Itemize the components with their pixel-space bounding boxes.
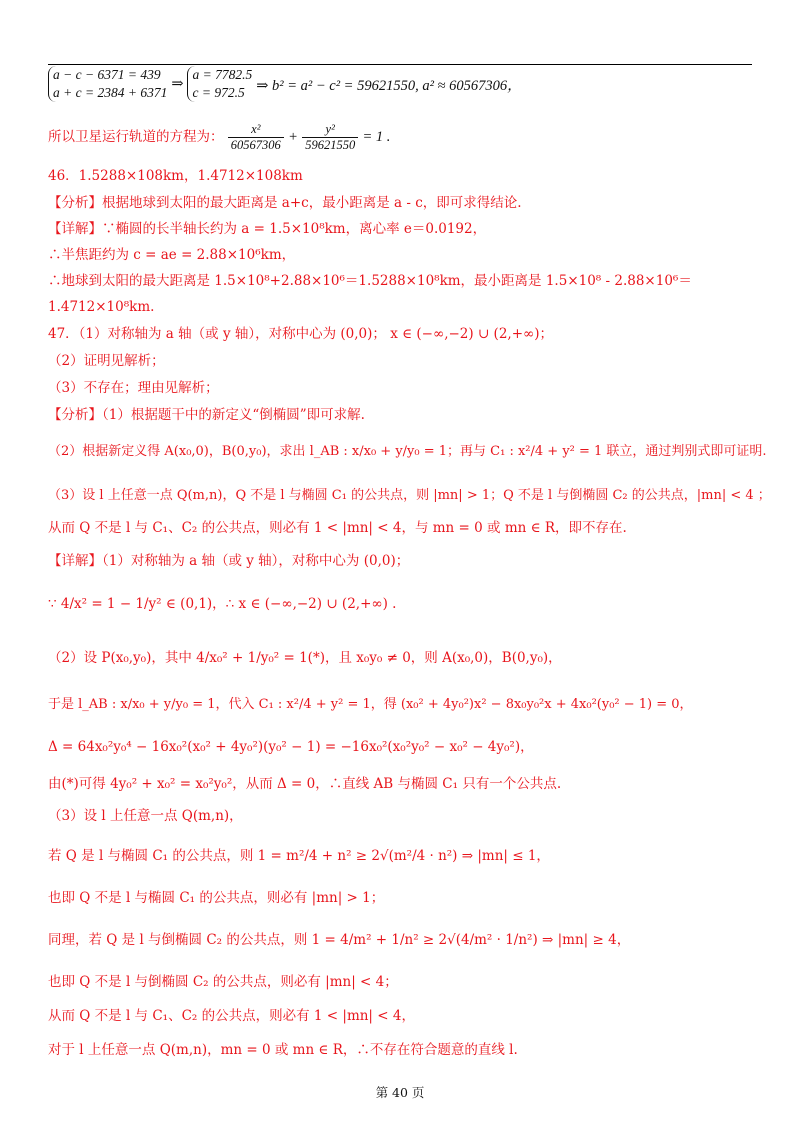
orbit-fraction-x-num: x² (228, 122, 284, 138)
q47-answer-2: （2）证明见解析； (48, 353, 165, 369)
q47-answer-1: 47．（1）对称轴为 a 轴（或 y 轴），对称中心为 (0,0)； x ∈ (−∞,−2) ∪ (2,+∞)； (48, 326, 554, 342)
q47-detail-4: 于是 l_AB : x/x₀ + y/y₀ = 1，代入 C₁ : x²/4 + y² = 1，得 (x₀² + 4y₀²)x² − 8x₀y₀²x + 4x₀²(y₀² − 1) = 0， (48, 697, 693, 712)
implies-arrow: ⇒ (171, 75, 184, 92)
q47-detail-2: ∵ 4/x² = 1 − 1/y² ∈ (0,1)，∴ x ∈ (−∞,−2) ∪ (2,+∞) . (48, 596, 397, 612)
q47-analysis-4: 从而 Q 不是 l 与 C₁、C₂ 的公共点，则必有 1 < |mn| < 4，与 mn = 0 或 mn ∈ R，即不存在. (48, 520, 627, 536)
q47-detail-11: 也即 Q 不是 l 与倒椭圆 C₂ 的公共点，则必有 |mn| < 4； (48, 974, 398, 990)
orbit-fraction-y-den: 59621550 (305, 138, 356, 152)
top-rule (48, 64, 752, 65)
system-right (187, 66, 252, 102)
q47-detail-5: Δ = 64x₀²y₀⁴ − 16x₀²(x₀² + 4y₀²)(y₀² − 1) = −16x₀²(x₀²y₀² − x₀² − 4y₀²)， (48, 739, 534, 755)
q47-detail-3: （2）设 P(x₀,y₀)，其中 4/x₀² + 1/y₀² = 1(*)，且 x₀y₀ ≠ 0，则 A(x₀,0)，B(0,y₀)， (48, 650, 562, 666)
q46-detail-1: 【详解】∵椭圆的长半轴长约为 a = 1.5×10⁸km，离心率 e＝0.0192， (48, 221, 487, 237)
system-right-line-1: a = 7782.5 (192, 67, 253, 82)
q47-detail-10: 同理，若 Q 是 l 与倒椭圆 C₂ 的公共点，则 1 = 4/m² + 1/n² ≥ 2√(4/m² · 1/n²) ⇒ |mn| ≥ 4， (48, 932, 631, 948)
system-left-line-1: a − c − 6371 = 439 (53, 67, 161, 82)
orbit-equation-line (48, 120, 758, 154)
orbit-plus: + (288, 129, 298, 145)
equation-system (48, 66, 522, 102)
orbit-fraction-x-den: 60567306 (230, 138, 281, 152)
system-right-line-2: c = 972.5 (192, 85, 245, 100)
q46-detail-3: ∴地球到太阳的最大距离是 1.5×10⁸+2.88×10⁶＝1.5288×10⁸km，最小距离是 1.5×10⁸ - 2.88×10⁶＝ (48, 273, 692, 289)
page-number: 第 40 页 (375, 1085, 425, 1100)
system-result: ⇒ b² = a² − c² = 59621550, a² ≈ 60567306， (256, 77, 522, 94)
q47-detail-7: （3）设 l 上任意一点 Q(m,n)， (48, 808, 243, 824)
q46-answer: 46．1.5288×108km，1.4712×108km (48, 168, 303, 184)
q47-detail-9: 也即 Q 不是 l 与椭圆 C₁ 的公共点，则必有 |mn| > 1； (48, 890, 385, 906)
orbit-fraction-x (228, 122, 284, 153)
q47-analysis-3: （3）设 l 上任意一点 Q(m,n)，Q 不是 l 与椭圆 C₁ 的公共点，则 |mn| > 1；Q 不是 l 与倒椭圆 C₂ 的公共点，|mn| < 4 ； (48, 488, 771, 503)
q46-analysis: 【分析】根据地球到太阳的最大距离是 a+c，最小距离是 a - c，即可求得结论. (48, 195, 522, 211)
q47-answer-3: （3）不存在；理由见解析； (48, 380, 219, 396)
q46-detail-4: 1.4712×10⁸km. (48, 299, 155, 315)
q47-analysis-2: （2）根据新定义得 A(x₀,0)，B(0,y₀)，求出 l_AB : x/x₀ + y/y₀ = 1；再与 C₁ : x²/4 + y² = 1 联立，通过判别式即可证明. (48, 444, 767, 459)
q47-detail-13: 对于 l 上任意一点 Q(m,n)，mn = 0 或 mn ∈ R，∴不存在符合题意的直线 l. (48, 1042, 518, 1058)
q47-detail-1: 【详解】（1）对称轴为 a 轴（或 y 轴），对称中心为 (0,0)； (48, 553, 410, 569)
q47-detail-8: 若 Q 是 l 与椭圆 C₁ 的公共点，则 1 = m²/4 + n² ≥ 2√(m²/4 · n²) ⇒ |mn| ≤ 1， (48, 848, 550, 864)
q46-detail-2: ∴半焦距约为 c = ae = 2.88×10⁶km， (48, 247, 296, 263)
system-left-line-2: a + c = 2384 + 6371 (53, 85, 168, 100)
system-left (48, 66, 167, 102)
q47-detail-6: 由(*)可得 4y₀² + x₀² = x₀²y₀²，从而 Δ = 0，∴直线 AB 与椭圆 C₁ 只有一个公共点. (48, 776, 562, 792)
q47-detail-12: 从而 Q 不是 l 与 C₁、C₂ 的公共点，则必有 1 < |mn| < 4， (48, 1008, 415, 1024)
orbit-equation-text: 所以卫星运行轨道的方程为： (48, 129, 224, 145)
orbit-fraction-y (302, 122, 358, 153)
orbit-fraction-y-num: y² (302, 122, 358, 138)
q47-analysis-1: 【分析】（1）根据题干中的新定义“倒椭圆”即可求解. (48, 407, 365, 423)
orbit-equals: = 1 . (362, 129, 391, 145)
